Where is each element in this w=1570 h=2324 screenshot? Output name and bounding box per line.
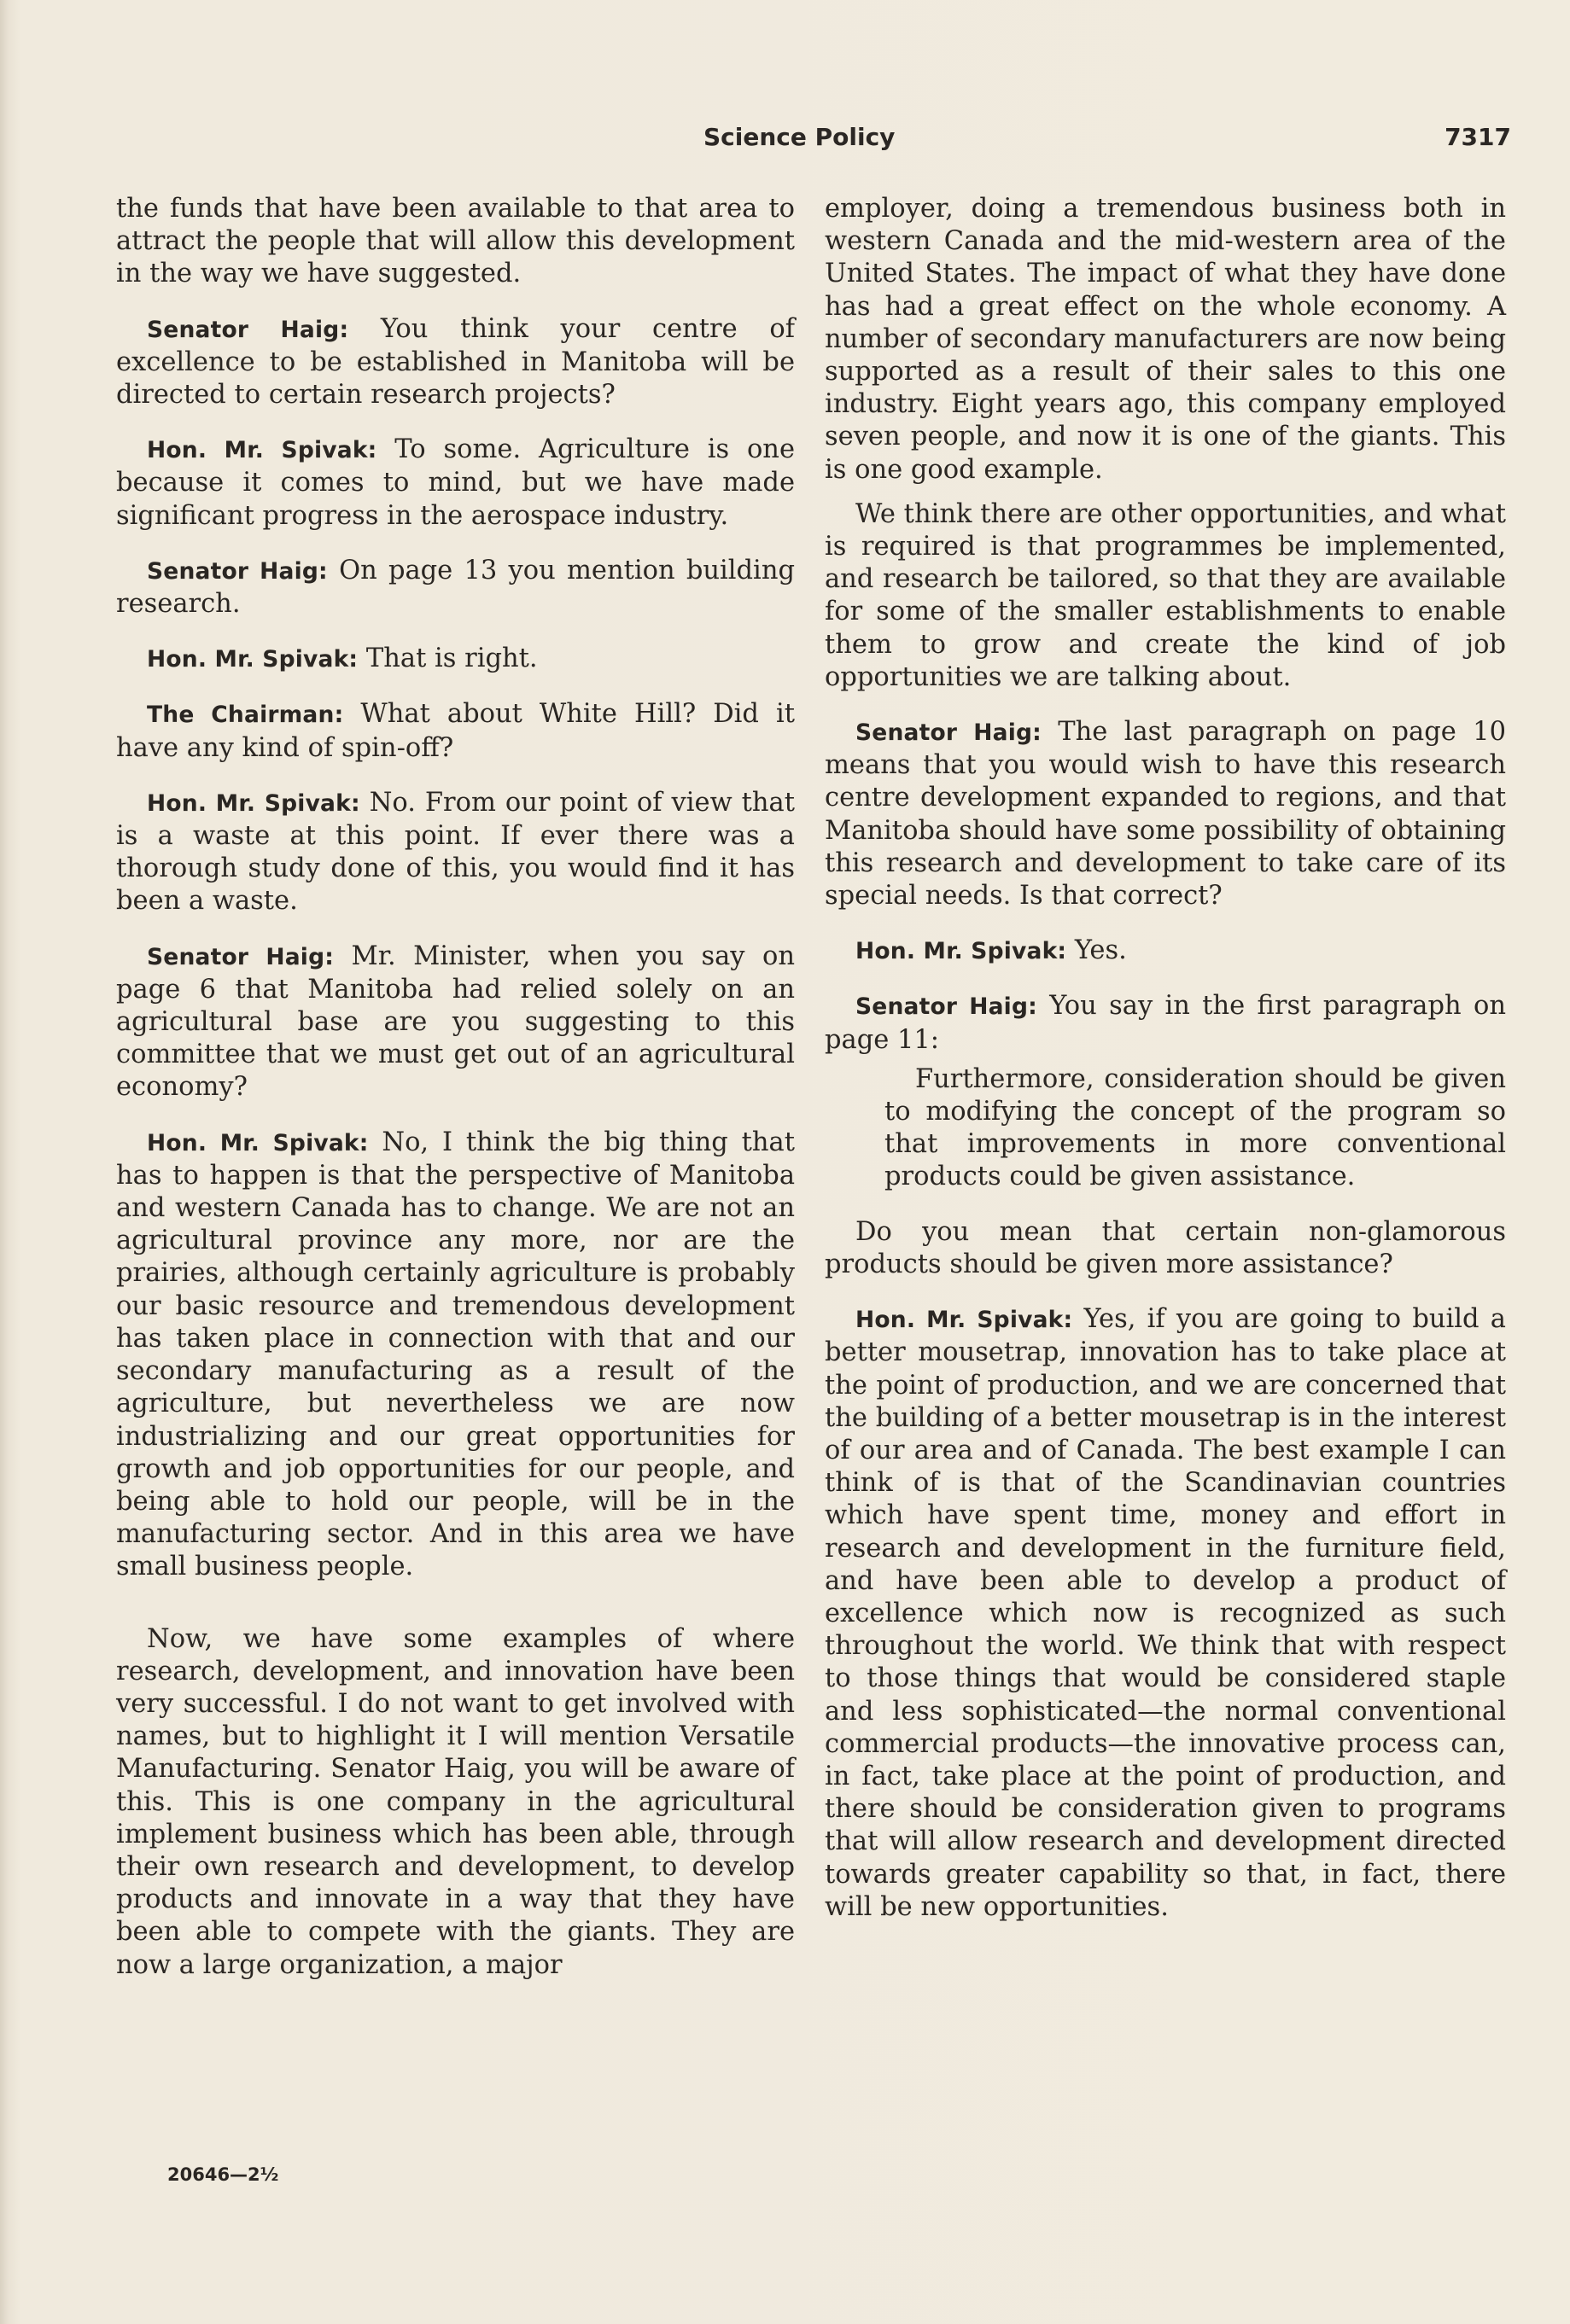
paragraph: employer, doing a tremendous business both in western Canada and the mid-western area of the United States. The impact of what they have done has had a great effect on the whole economy. A number of secondary manufacturers are now being supported as a result of their sales to this one industry. Eight years ago, this company employed seven people, and now it is one of the giants. This is one good example.: [825, 194, 1506, 485]
speaker-name: Senator Haig:: [147, 316, 349, 343]
speaker-name: Hon. Mr. Spivak:: [855, 1307, 1073, 1334]
right-column: [825, 193, 1506, 1924]
speaker-name: The Chairman:: [147, 702, 344, 729]
paragraph: Senator Haig: You think your centre of excellence to be established in Manitoba will be directed to certain research projects?: [116, 313, 795, 411]
paragraph: Hon. Mr. Spivak: That is right.: [147, 644, 538, 674]
speaker-name: Senator Haig:: [147, 557, 328, 585]
left-column: [116, 193, 795, 1982]
paragraph: Hon. Mr. Spivak: To some. Agriculture is one because it comes to mind, but we have made significant progress in the aerospace industry.: [116, 434, 795, 531]
header-title: Science Policy: [703, 123, 896, 151]
speaker-name: Hon. Mr. Spivak:: [147, 1129, 369, 1156]
paragraph: Senator Haig: The last paragraph on page 10 means that you would wish to have this research centre development expanded to regions, and that Manitoba should have some possibility of obtaining this research and development to take care of its special needs. Is that correct?: [825, 717, 1506, 912]
speaker-name: Hon. Mr. Spivak:: [147, 789, 360, 817]
paragraph: Hon. Mr. Spivak: No, I think the big thing that has to happen is that the perspective of Manitoba and western Canada has to change. We are not an agricultural province any more, nor are the prairies, although certainly agriculture is probably our basic resource and tremendous development has taken place in connection with that and our secondary manufacturing as a result of the agriculture, but nevertheless we are now industrializing and our great opportunities for growth and job opportunities for our people, and being able to hold our people, will be in the manufacturing sector. And in this area we have small business people.: [116, 1127, 795, 1582]
block-quote: Furthermore, consideration should be given to modifying the concept of the program so that improvements in more conventional products could be given assistance.: [884, 1063, 1506, 1192]
paragraph: Now, we have some examples of where research, development, and innovation have been very successful. I do not want to get involved with names, but to highlight it I will mention Versatile Manufacturing. Senator Haig, you will be aware of this. This is one company in the agricultural implement business which has been able, through their own research and development, to develop products and innovate in a way that they have been able to compete with the giants. They are now a large organization, a major: [116, 1623, 795, 1980]
speaker-name: Senator Haig:: [147, 943, 335, 970]
paragraph: Do you mean that certain non-glamorous products should be given more assistance?: [825, 1216, 1506, 1279]
paragraph: Hon. Mr. Spivak: Yes.: [855, 935, 1127, 966]
print-code: 20646—2½: [167, 2164, 279, 2185]
paragraph: Hon. Mr. Spivak: Yes, if you are going to build a better mousetrap, innovation has to take place at the point of production, and we are concerned that the building of a better mousetrap is in the interest of our area and of Canada. The best example I can think of is that of the Scandinavian countries which have spent time, money and effort in research and development in the furniture field, and have been able to develop a product of excellence which now is recognized as such throughout the world. We think that with respect to those things that would be considered staple and less sophisticated—the normal conventional commercial products—the innovative process can, in fact, take place at the point of production, and there should be consideration given to programs that will allow research and development directed towards greater capability so that, in fact, there will be new opportunities.: [825, 1304, 1506, 1922]
speaker-name: Hon. Mr. Spivak:: [855, 938, 1067, 965]
running-header: [703, 123, 1511, 160]
speaker-name: Hon. Mr. Spivak:: [147, 437, 377, 464]
speaker-name: Senator Haig:: [855, 719, 1042, 747]
speaker-name: Senator Haig:: [855, 993, 1037, 1021]
paragraph: We think there are other opportunities, and what is required is that programmes be implemented, and research be tailored, so that they are available for some of the smaller establishments to enable them to grow and create the kind of job opportunities we are talking about.: [825, 498, 1506, 692]
paragraph: The Chairman: What about White Hill? Did it have any kind of spin-off?: [116, 699, 795, 763]
page-number: 7317: [1445, 123, 1511, 151]
speaker-name: Hon. Mr. Spivak:: [147, 646, 359, 673]
paragraph: Senator Haig: You say in the first paragraph on page 11:: [825, 991, 1506, 1055]
paragraph: Hon. Mr. Spivak: No. From our point of view that is a waste at this point. If ever there was a thorough study done of this, you would find it has been a waste.: [116, 787, 795, 917]
paragraph: Senator Haig: On page 13 you mention building research.: [116, 555, 795, 620]
paragraph: Senator Haig: Mr. Minister, when you say on page 6 that Manitoba had relied solely on an agricultural base are you suggesting to this committee that we must get out of an agricultural economy?: [116, 941, 795, 1103]
paragraph: the funds that have been available to that area to attract the people that will allow this development in the way we have suggested.: [116, 194, 795, 289]
